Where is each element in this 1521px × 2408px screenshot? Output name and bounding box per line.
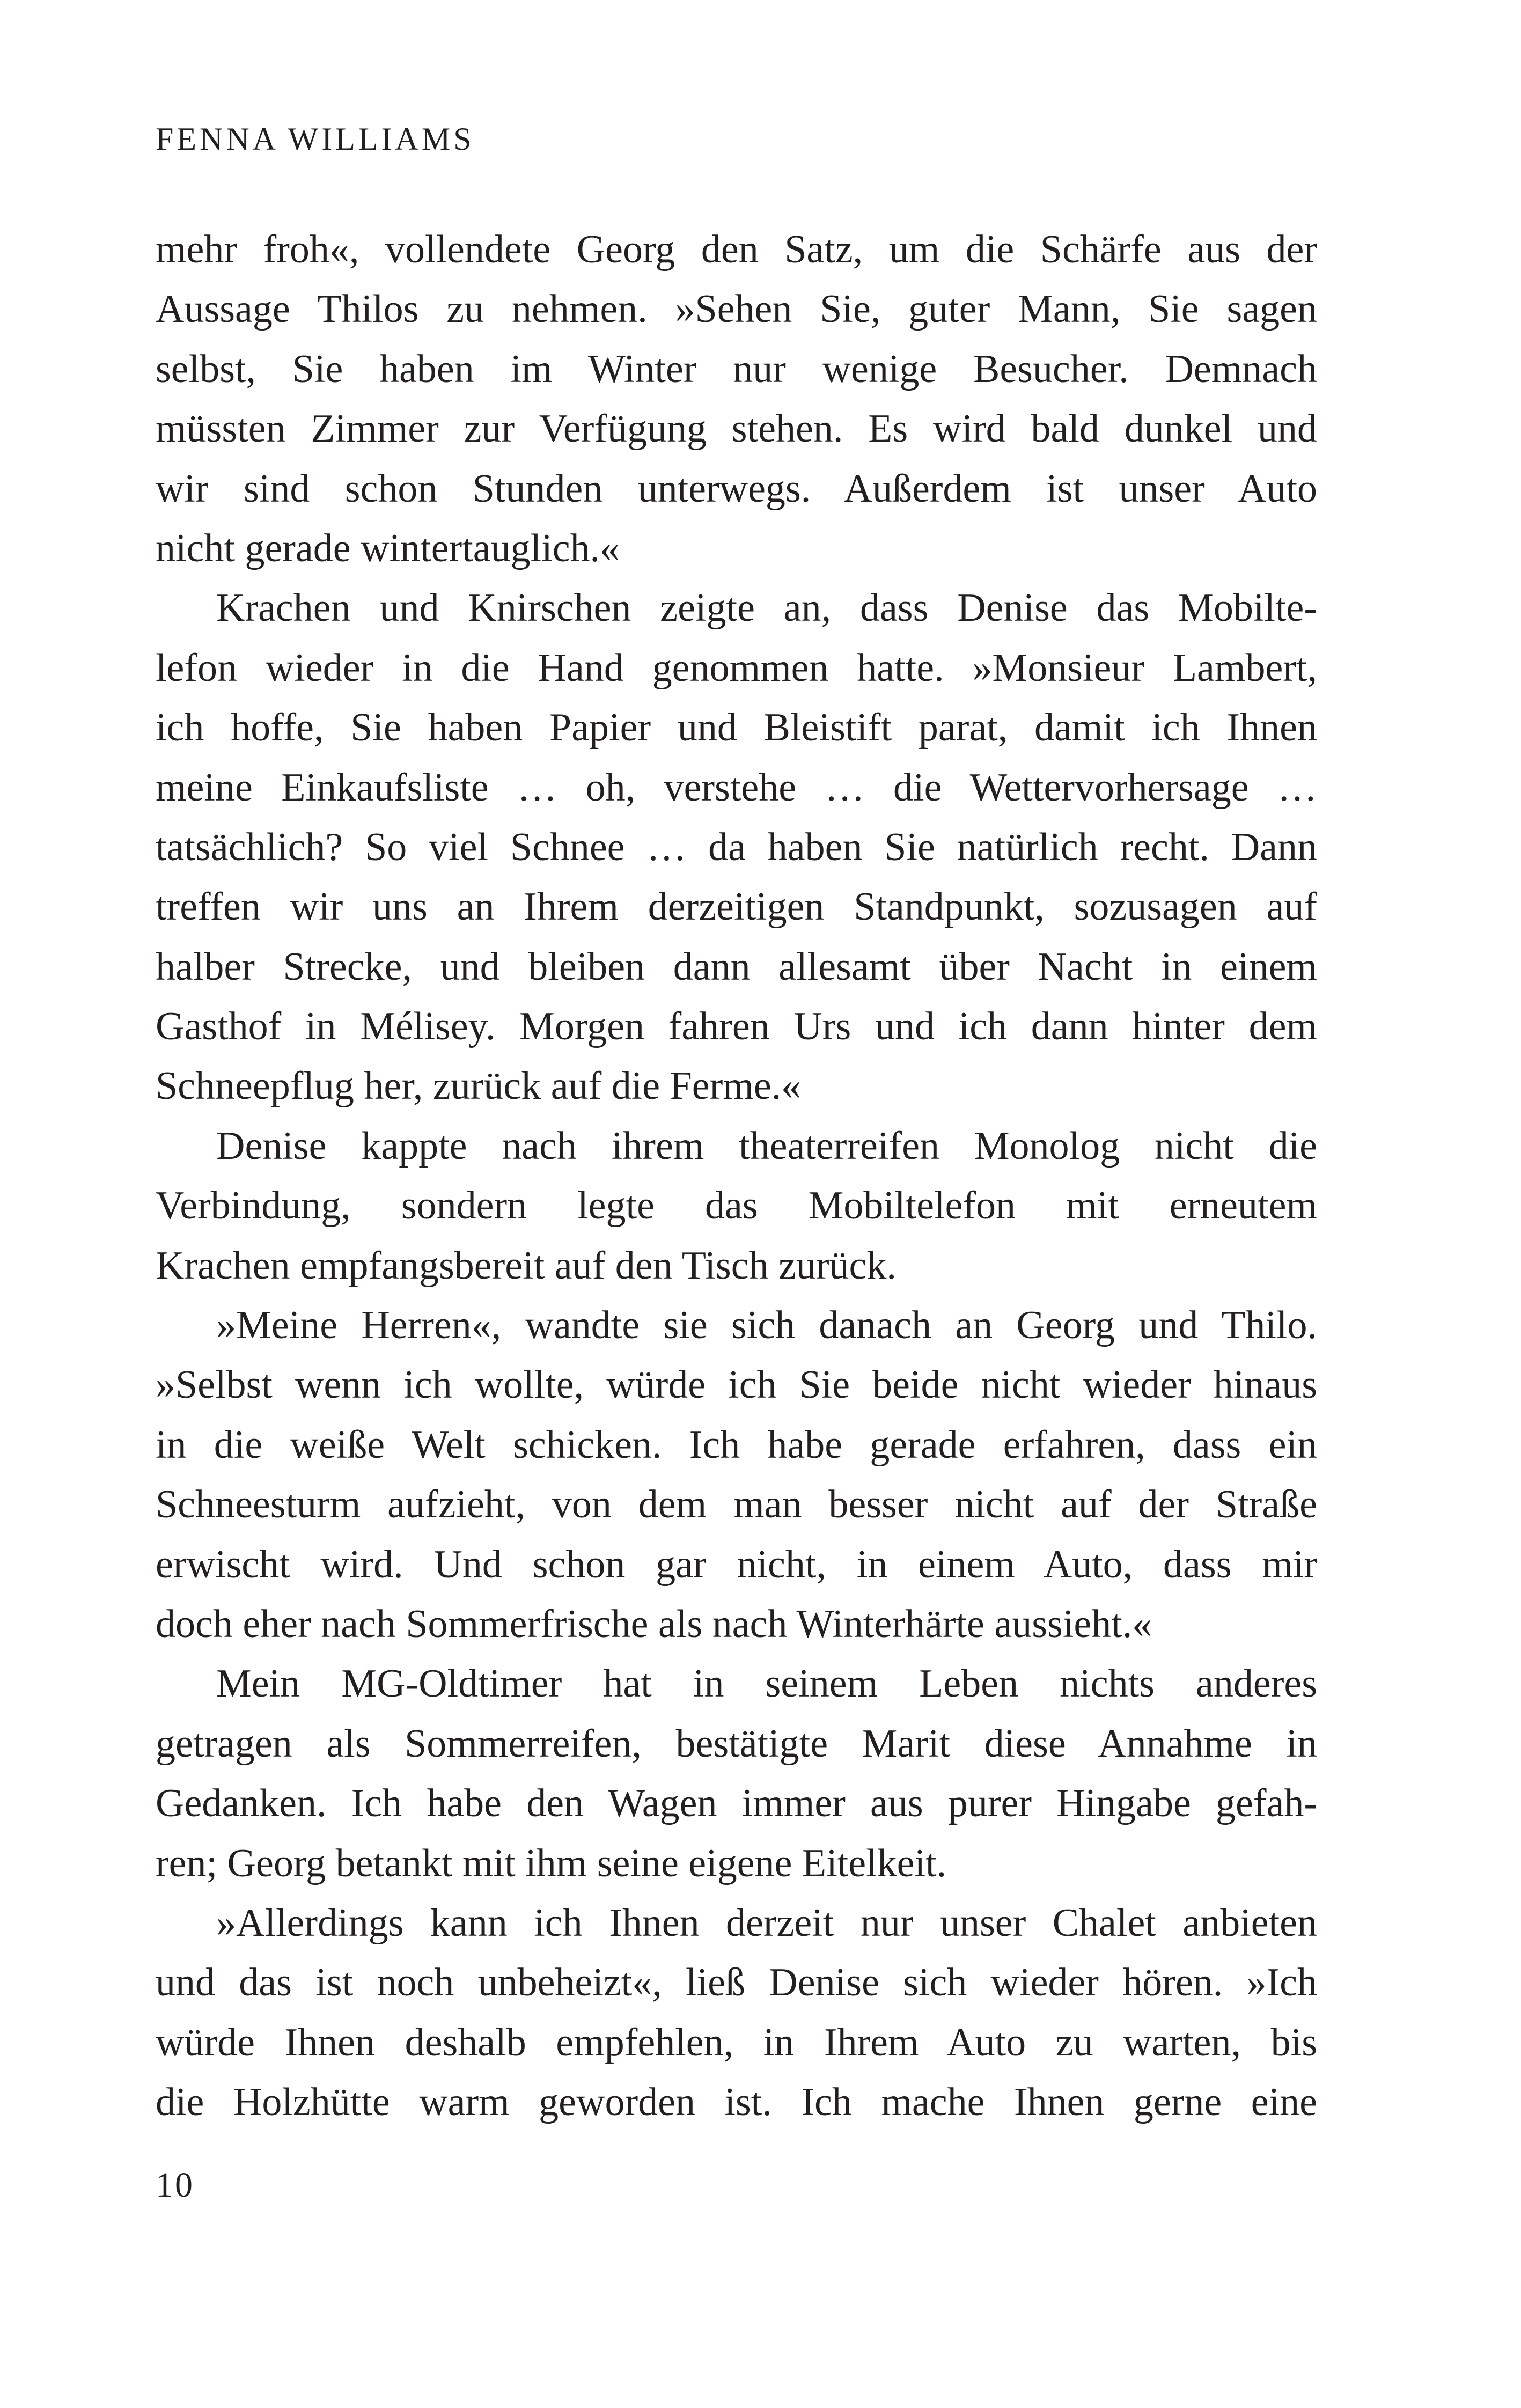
text-line: erwischt wird. Und schon gar nicht, in einem Auto, dass mir [156,1542,1317,1587]
text-line: Krachen empfangsbereit auf den Tisch zurück. [156,1243,897,1288]
text-line: Gasthof in Mélisey. Morgen fahren Urs und ich dann hinter dem [156,1004,1317,1049]
text-line: »Meine Herren«, wandte sie sich danach an Georg und Thilo. [216,1303,1317,1348]
text-line: halber Strecke, und bleiben dann allesamt über Nacht in einem [156,944,1317,989]
text-line: doch eher nach Sommerfrische als nach Winterhärte aussieht.« [156,1602,1152,1646]
body-text [156,220,1317,2133]
text-line: treffen wir uns an Ihrem derzeitigen Standpunkt, sozusagen auf [156,885,1317,929]
running-head: FENNA WILLIAMS [156,121,475,157]
text-line: nicht gerade wintertauglich.« [156,526,620,570]
text-line: meine Einkaufsliste … oh, verstehe … die Wettervorhersage … [156,765,1317,810]
text-line: würde Ihnen deshalb empfehlen, in Ihrem Auto zu warten, bis [156,2020,1317,2065]
page-number: 10 [156,2165,194,2205]
text-line: die Holzhütte warm geworden ist. Ich mache Ihnen gerne eine [156,2080,1317,2125]
text-line: Mein MG-Oldtimer hat in seinem Leben nichts anderes [216,1662,1317,1706]
text-line: Verbindung, sondern legte das Mobiltelefon mit erneutem [156,1184,1317,1228]
text-line: ren; Georg betankt mit ihm seine eigene Eitelkeit. [156,1841,947,1885]
text-line: Gedanken. Ich habe den Wagen immer aus purer Hingabe gefah- [156,1781,1317,1826]
text-line: in die weiße Welt schicken. Ich habe gerade erfahren, dass ein [156,1422,1317,1467]
text-line: müssten Zimmer zur Verfügung stehen. Es wird bald dunkel und [156,407,1317,451]
text-line: mehr froh«, vollendete Georg den Satz, um die Schärfe aus der [156,227,1317,271]
text-line: Schneepflug her, zurück auf die Ferme.« [156,1064,802,1108]
text-line: Aussage Thilos zu nehmen. »Sehen Sie, guter Mann, Sie sagen [156,287,1317,332]
text-line: Krachen und Knirschen zeigte an, dass Denise das Mobilte- [216,586,1317,630]
text-line: »Selbst wenn ich wollte, würde ich Sie beide nicht wieder hinaus [156,1363,1317,1407]
text-line: Schneesturm aufzieht, von dem man besser nicht auf der Straße [156,1482,1317,1527]
text-line: wir sind schon Stunden unterwegs. Außerdem ist unser Auto [156,466,1317,511]
text-line: tatsächlich? So viel Schnee … da haben Sie natürlich recht. Dann [156,825,1317,869]
text-line: ich hoffe, Sie haben Papier und Bleistift parat, damit ich Ihnen [156,706,1317,750]
text-line: und das ist noch unbeheizt«, ließ Denise sich wieder hören. »Ich [156,1961,1317,2005]
text-line: lefon wieder in die Hand genommen hatte. »Monsieur Lambert, [156,645,1317,690]
text-line: Denise kappte nach ihrem theaterreifen Monolog nicht die [216,1124,1317,1168]
text-line: selbst, Sie haben im Winter nur wenige Besucher. Demnach [156,347,1317,391]
text-line: getragen als Sommerreifen, bestätigte Marit diese Annahme in [156,1721,1317,1766]
text-line: »Allerdings kann ich Ihnen derzeit nur unser Chalet anbieten [216,1900,1317,1945]
